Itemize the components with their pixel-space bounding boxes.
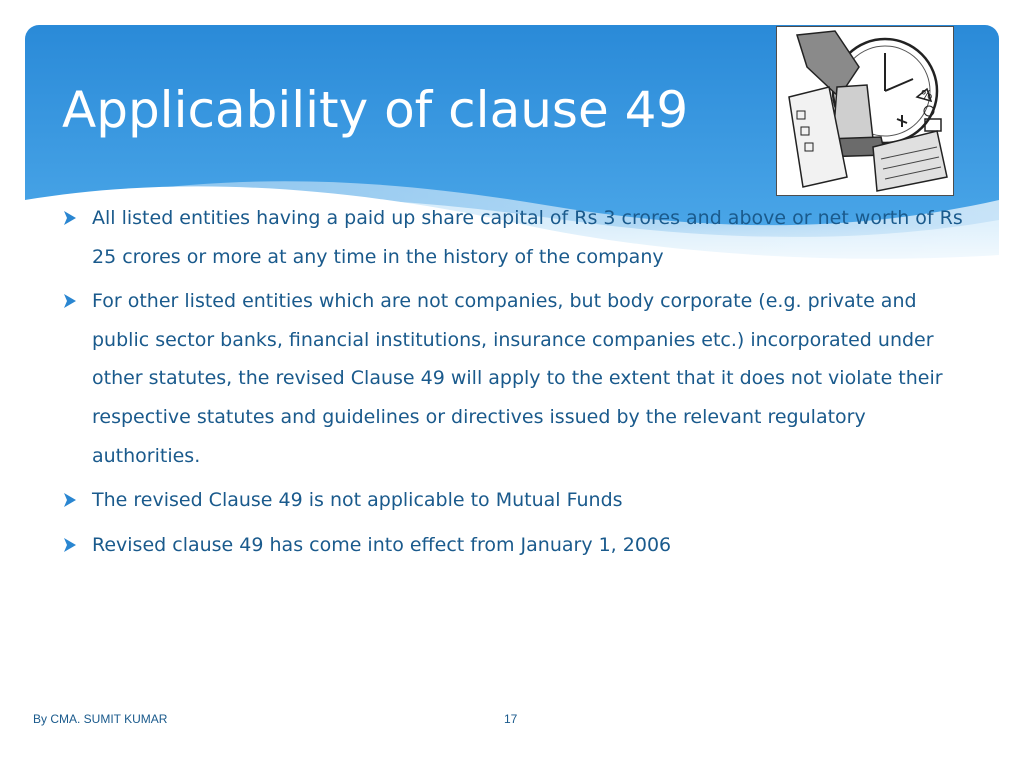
business-illustration [776, 26, 954, 196]
svg-text:%: % [921, 88, 933, 102]
bullet-text: For other listed entities which are not companies, but body corporate (e.g. private and public sector banks, financial institutions, insurance companies etc.) incorporated under other statutes, the revised Clause 49 will apply to the extent that it does not violate their respective statutes and guidelines or directives issued by the relevant regulatory authorities. [92, 290, 943, 467]
arrow-bullet-icon [62, 282, 82, 320]
bullet-text: Revised clause 49 has come into effect from January 1, 2006 [92, 533, 672, 556]
arrow-bullet-icon [62, 481, 82, 519]
bullet-list [60, 199, 970, 570]
list-item [60, 526, 970, 565]
bullet-text: All listed entities having a paid up share capital of Rs 3 crores and above or net worth of Rs 25 crores or more at any time in the history of the company [92, 207, 963, 268]
page-number: 17 [504, 712, 518, 726]
arrow-bullet-icon [62, 199, 82, 237]
list-item [60, 481, 970, 520]
slide-title: Applicability of clause 49 [62, 81, 689, 139]
list-item [60, 282, 970, 475]
list-item [60, 199, 970, 276]
bullet-text: The revised Clause 49 is not applicable to Mutual Funds [92, 489, 623, 512]
footer-author: By CMA. SUMIT KUMAR [33, 712, 168, 726]
arrow-bullet-icon [62, 526, 82, 564]
